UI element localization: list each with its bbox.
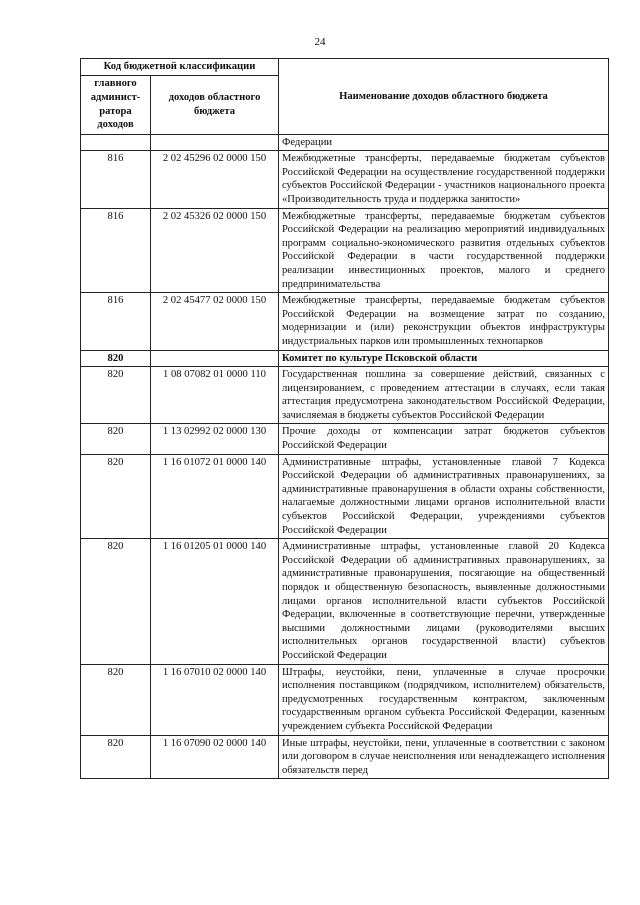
table-row (81, 293, 609, 350)
admin-code-cell: 816 (81, 151, 151, 208)
admin-code-cell: 820 (81, 664, 151, 735)
budget-classification-table (80, 58, 609, 779)
table-row (81, 735, 609, 779)
income-code-cell: 2 02 45326 02 0000 150 (151, 208, 279, 293)
table-body (81, 134, 609, 779)
income-name-cell: Штрафы, неустойки, пени, уплаченные в случае просрочки исполнения поставщиком (подрядчиком, исполнителем) обязательств, предусмотренных государственным контрактом, заключенным государственным органом субъекта Российской Федерации, казенным учреждением субъекта Российской Федерации (279, 664, 609, 735)
income-code-cell: 1 16 01072 01 0000 140 (151, 454, 279, 539)
income-code-cell: 1 08 07082 01 0000 110 (151, 367, 279, 424)
income-code-cell: 1 13 02992 02 0000 130 (151, 424, 279, 454)
income-name-cell: Межбюджетные трансферты, передаваемые бюджетам субъектов Российской Федерации на возмещение затрат по созданию, модернизации и (или) реконструкции объектов инфраструктуры индустриальных парков или промышленных технопарков (279, 293, 609, 350)
income-name-cell: Государственная пошлина за совершение действий, связанных с лицензированием, с проведением аттестации в случаях, если такая аттестация предусмотрена законодательством Российской Федерации, зачисляемая в бюджеты субъектов Российской Федерации (279, 367, 609, 424)
header-income-column: доходов областного бюджета (151, 75, 279, 134)
income-code-cell: 2 02 45477 02 0000 150 (151, 293, 279, 350)
income-name-cell: Иные штрафы, неустойки, пени, уплаченные в соответствии с законом или договором в случае неисполнения или ненадлежащего исполнения обязательств перед (279, 735, 609, 779)
admin-code-cell: 820 (81, 539, 151, 664)
income-code-cell: 1 16 01205 01 0000 140 (151, 539, 279, 664)
income-code-cell (151, 134, 279, 151)
table-row (81, 350, 609, 367)
admin-code-cell (81, 134, 151, 151)
income-code-cell: 1 16 07090 02 0000 140 (151, 735, 279, 779)
table-row (81, 151, 609, 208)
income-name-cell: Межбюджетные трансферты, передаваемые бюджетам субъектов Российской Федерации на реализацию мероприятий индивидуальных программ социально-экономического развития отдельных субъектов Российской Федерации в части государственной поддержки реализации инвестиционных проектов, малого и среднего предпринимательства (279, 208, 609, 293)
header-admin-column: главного админист-ратора доходов (81, 75, 151, 134)
table-row (81, 539, 609, 664)
table-row (81, 134, 609, 151)
page-number: 24 (314, 36, 326, 48)
admin-code-cell: 816 (81, 208, 151, 293)
table-row (81, 424, 609, 454)
table-row (81, 367, 609, 424)
income-name-cell: Федерации (279, 134, 609, 151)
header-name-column: Наименование доходов областного бюджета (279, 59, 609, 135)
income-code-cell: 2 02 45296 02 0000 150 (151, 151, 279, 208)
admin-code-cell: 820 (81, 367, 151, 424)
income-code-cell: 1 16 07010 02 0000 140 (151, 664, 279, 735)
header-group-title: Код бюджетной классификации (81, 59, 279, 76)
admin-code-cell: 820 (81, 735, 151, 779)
income-name-cell: Прочие доходы от компенсации затрат бюджетов субъектов Российской Федерации (279, 424, 609, 454)
income-code-cell (151, 350, 279, 367)
income-name-cell: Административные штрафы, установленные главой 20 Кодекса Российской Федерации об административных правонарушениях, за административные правонарушения, посягающие на общественный порядок и общественную безопасность, выявленные должностными лицами органов исполнительной власти субъектов Российской Федерации, включенные в соответствующие перечни, утвержденные высшими должностными лицами (руководителями высших исполнительных органов государственной власти) субъектов Российской Федерации (279, 539, 609, 664)
table-row (81, 208, 609, 293)
income-name-cell: Административные штрафы, установленные главой 7 Кодекса Российской Федерации об административных правонарушениях, за административные правонарушения в области охраны собственности, налагаемые должностными лицами органов исполнительной власти субъектов Российской Федерации, учреждениями субъектов Российской Федерации (279, 454, 609, 539)
income-name-cell: Комитет по культуре Псковской области (279, 350, 609, 367)
table-row (81, 664, 609, 735)
admin-code-cell: 820 (81, 424, 151, 454)
income-name-cell: Межбюджетные трансферты, передаваемые бюджетам субъектов Российской Федерации на осуществление государственной поддержки субъектов Российской Федерации - участников национального проекта «Производительность труда и поддержка занятости» (279, 151, 609, 208)
admin-code-cell: 816 (81, 293, 151, 350)
admin-code-cell: 820 (81, 454, 151, 539)
table-row (81, 454, 609, 539)
admin-code-cell: 820 (81, 350, 151, 367)
